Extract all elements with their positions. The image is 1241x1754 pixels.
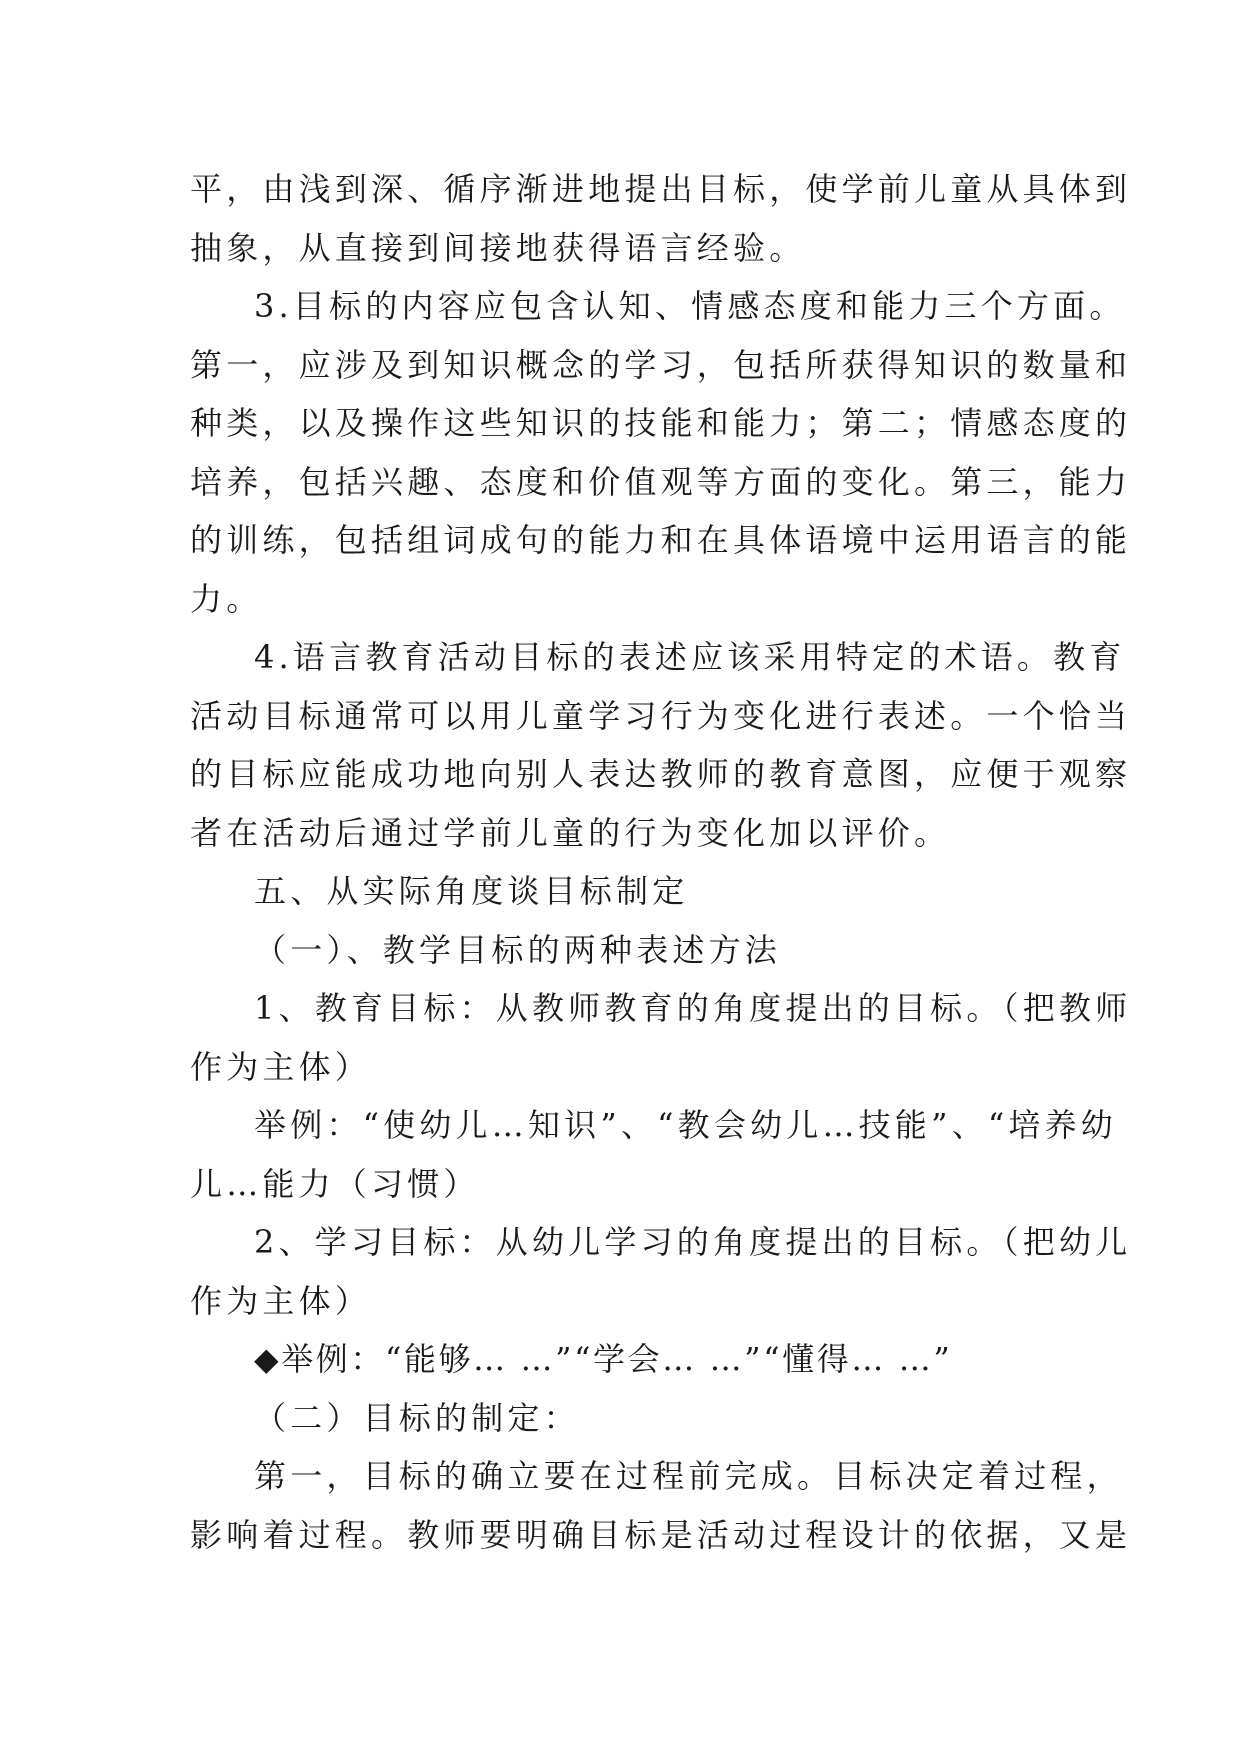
paragraph-line: 种类，以及操作这些知识的技能和能力；第二；情感态度的 <box>190 404 1132 442</box>
paragraph-line: 1、教育目标：从教师教育的角度提出的目标。（把教师 <box>254 989 1132 1027</box>
paragraph-line: 4.语言教育活动目标的表述应该采用特定的术语。教育 <box>254 638 1126 676</box>
paragraph-line: 的目标应能成功地向别人表达教师的教育意图，应便于观察 <box>190 755 1132 793</box>
paragraph-line: 第一，目标的确立要在过程前完成。目标决定着过程， <box>254 1457 1123 1495</box>
section-heading: 五、从实际角度谈目标制定 <box>254 872 689 910</box>
paragraph-line: 者在活动后通过学前儿童的行为变化加以评价。 <box>190 813 951 852</box>
paragraph-line: 平，由浅到深、循序渐进地提出目标，使学前儿童从具体到 <box>190 170 1132 208</box>
bullet-example-line: ◆举例：“能够… …”“学会… …”“懂得… …” <box>254 1340 953 1378</box>
paragraph-line: 培养，包括兴趣、态度和价值观等方面的变化。第三，能力 <box>190 462 1132 501</box>
paragraph-line: 活动目标通常可以用儿童学习行为变化进行表述。一个恰当 <box>190 696 1132 735</box>
paragraph-line: 作为主体） <box>190 1047 372 1086</box>
paragraph-line: 力。 <box>190 579 263 618</box>
paragraph-line: 3.目标的内容应包含认知、情感态度和能力三个方面。 <box>254 287 1126 325</box>
paragraph-line: 影响着过程。教师要明确目标是活动过程设计的依据，又是 <box>190 1515 1132 1554</box>
paragraph-line: 作为主体） <box>190 1281 372 1320</box>
paragraph-line: 的训练，包括组词成句的能力和在具体语境中运用语言的能 <box>190 521 1132 559</box>
paragraph-line: 儿…能力（习惯） <box>190 1164 480 1203</box>
paragraph-line: 第一，应涉及到知识概念的学习，包括所获得知识的数量和 <box>190 345 1132 384</box>
paragraph-line: 2、学习目标：从幼儿学习的角度提出的目标。（把幼儿 <box>254 1223 1132 1261</box>
subsection-heading: （二）目标的制定： <box>254 1398 580 1437</box>
paragraph-line: 抽象，从直接到间接地获得语言经验。 <box>190 228 806 267</box>
paragraph-line: 举例：“使幼儿…知识”、“教会幼儿…技能”、“培养幼 <box>254 1106 1117 1144</box>
document-body <box>190 160 1132 1564</box>
subsection-heading: （一）、教学目标的两种表述方法 <box>254 930 782 969</box>
